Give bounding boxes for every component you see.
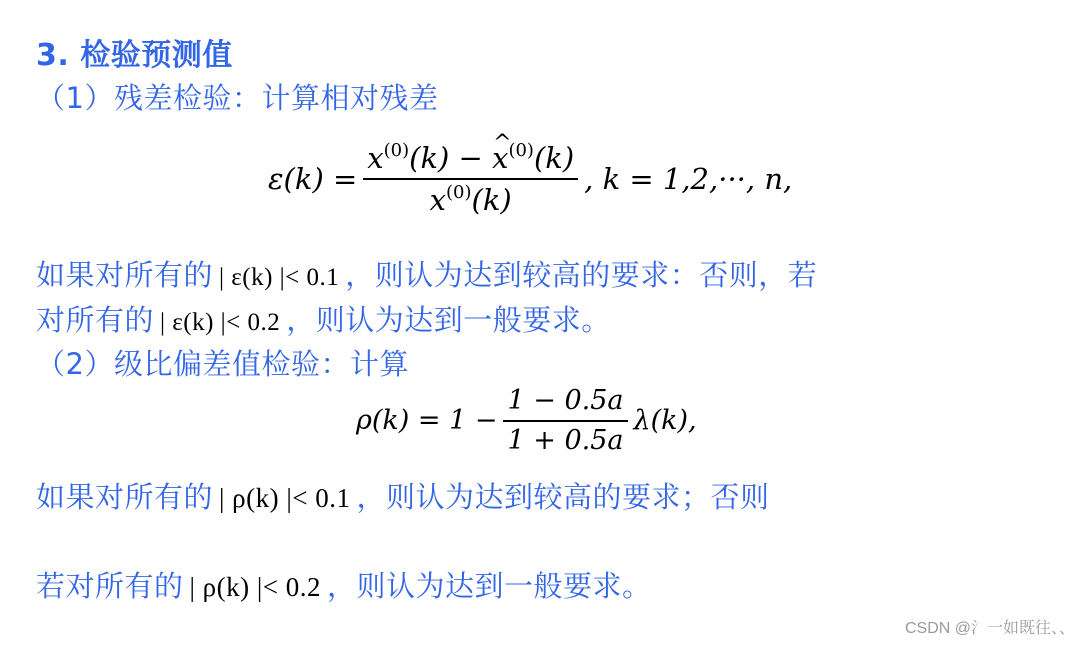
section2-line1-pre: 如果对所有的 (36, 480, 214, 514)
eq1-tail: , k = 1,2,···, n, (584, 162, 793, 197)
section1-line1-post: ，则认为达到较高的要求：否则，若 (345, 258, 818, 292)
eq1-numerator (363, 140, 578, 176)
eq1-den-arg: (k) (471, 183, 512, 218)
section2-line2-math: | ρ(k) |< 0.2 (189, 572, 322, 602)
section2-line1 (36, 475, 770, 516)
eq1-num-x: x (367, 141, 384, 175)
relative-residual-equation (268, 140, 792, 219)
eq1-den-sup: (0) (446, 182, 472, 204)
page-heading: 3. 检验预测值 (36, 38, 233, 73)
eq1-denominator (426, 182, 516, 218)
eq1-lhs: ε(k) = (268, 162, 358, 197)
section1-line1-math: | ε(k) |< 0.1 (219, 264, 340, 291)
ratio-deviation-equation (356, 384, 697, 458)
eq2-denominator: 1 + 0.5a (507, 424, 624, 456)
eq1-num-xhat: ^ x (492, 140, 508, 176)
eq2-numerator: 1 − 0.5a (507, 385, 624, 416)
section2-line2-pre: 若对所有的 (36, 569, 184, 603)
eq2-tail: λ(k), (633, 405, 697, 437)
section1-line1 (36, 253, 817, 294)
eq1-fraction (363, 140, 578, 219)
eq1-fraction-bar (363, 178, 578, 180)
eq1-num-arg: (k) − (409, 141, 493, 175)
section1-line2-math: | ε(k) |< 0.2 (160, 309, 281, 336)
section2-line1-post: ，则认为达到较高的要求；否则 (356, 480, 770, 514)
section1-line1-pre: 如果对所有的 (36, 258, 214, 292)
section2-line1-math: | ρ(k) |< 0.1 (219, 483, 351, 513)
section1-line2-post: ，则认为达到一般要求。 (286, 303, 611, 337)
section2-line2 (36, 564, 652, 605)
section2-line2-post: ，则认为达到一般要求。 (327, 569, 652, 603)
csdn-watermark: CSDN @氵一如既往、、 (904, 620, 1075, 637)
eq1-num-arg2: (k) (533, 141, 575, 175)
eq1-num-sup: (0) (383, 140, 410, 161)
eq1-num-sup2: (0) (508, 140, 534, 161)
eq1-den-x: x (429, 183, 447, 218)
section1-line2 (36, 298, 611, 339)
eq2-lhs: ρ(k) = 1 − (356, 405, 498, 437)
section1-title: （1）残差检验：计算相对残差 (36, 81, 439, 115)
section1-line2-pre: 对所有的 (36, 303, 155, 337)
section2-title: （2）级比偏差值检验：计算 (36, 347, 409, 381)
eq2-fraction-bar (503, 420, 627, 422)
eq2-fraction (503, 384, 627, 458)
